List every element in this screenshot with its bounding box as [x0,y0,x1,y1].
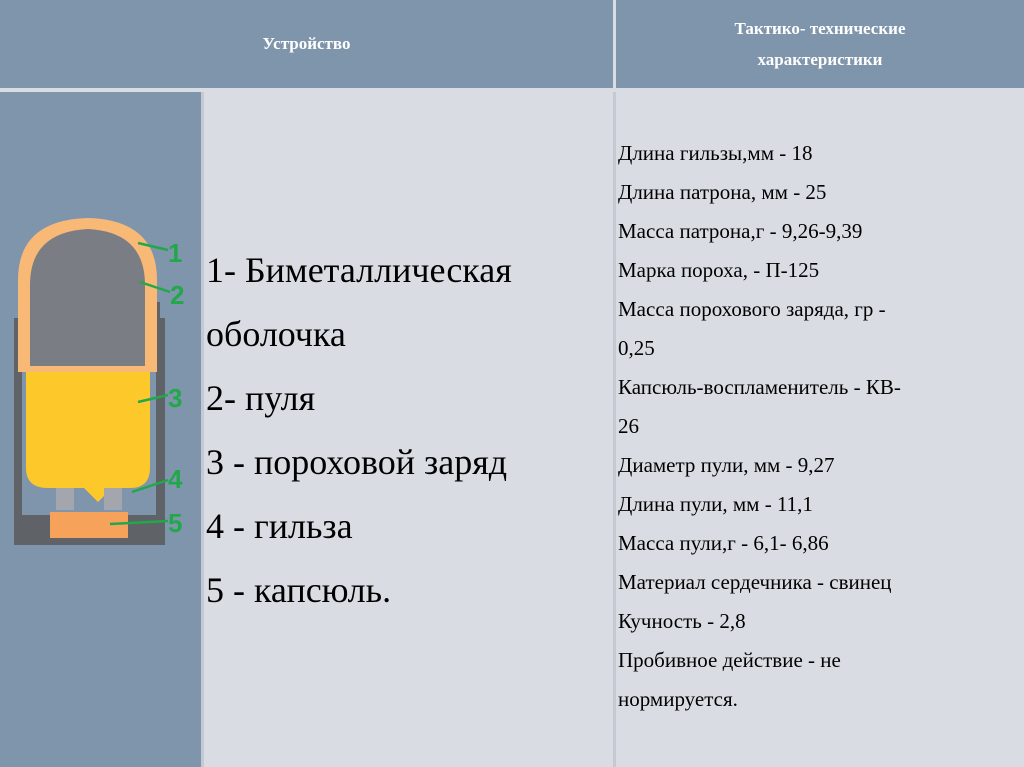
table-header [0,0,1024,88]
spec-line: Марка пороха, - П-125 [618,258,820,282]
spec-line: нормируется. [618,687,738,711]
header-specs [616,0,1024,88]
header-specs-line1: Тактико- технические [734,19,906,38]
spec-line: Материал сердечника - свинец [618,570,892,594]
cartridge-diagram [0,92,201,767]
bullet-core [30,229,145,366]
spec-line: Длина пули, мм - 11,1 [618,492,813,516]
diagram-label-4: 4 [168,464,183,494]
cartridge-diagram-panel [0,92,201,767]
spec-line: Капсюль-воспламенитель - КВ- [618,375,901,399]
spec-line: Длина патрона, мм - 25 [618,180,827,204]
legend-line: 5 - капсюль. [206,570,392,610]
column-divider-1 [201,92,204,767]
column-divider-2 [613,92,616,767]
legend-line: 2- пуля [206,378,316,418]
spec-line: 26 [618,414,639,438]
flash-hole-right [104,488,122,510]
legend-line: 4 - гильза [206,506,353,546]
legend-line: оболочка [206,314,346,354]
powder-charge [26,372,150,502]
spec-line: Масса патрона,г - 9,26-9,39 [618,219,863,243]
spec-line: Пробивное действие - не [618,648,841,672]
diagram-label-5: 5 [168,508,183,538]
header-specs-line2: характеристики [757,50,883,69]
spec-line: Масса порохового заряда, гр - [618,297,886,321]
legend-line: 3 - пороховой заряд [206,442,508,482]
diagram-label-2: 2 [170,280,185,310]
primer [50,512,128,538]
header-device: Устройство [262,34,351,53]
spec-line: Диаметр пули, мм - 9,27 [618,453,835,477]
flash-hole-left [56,488,74,510]
spec-line: Масса пули,г - 6,1- 6,86 [618,531,829,555]
diagram-label-3: 3 [168,383,183,413]
spec-line: 0,25 [618,336,655,360]
diagram-label-1: 1 [168,238,183,268]
spec-list [618,134,1018,719]
component-legend [206,238,610,622]
legend-line: 1- Биметаллическая [206,250,512,290]
spec-line: Длина гильзы,мм - 18 [618,141,813,165]
spec-line: Кучность - 2,8 [618,609,746,633]
